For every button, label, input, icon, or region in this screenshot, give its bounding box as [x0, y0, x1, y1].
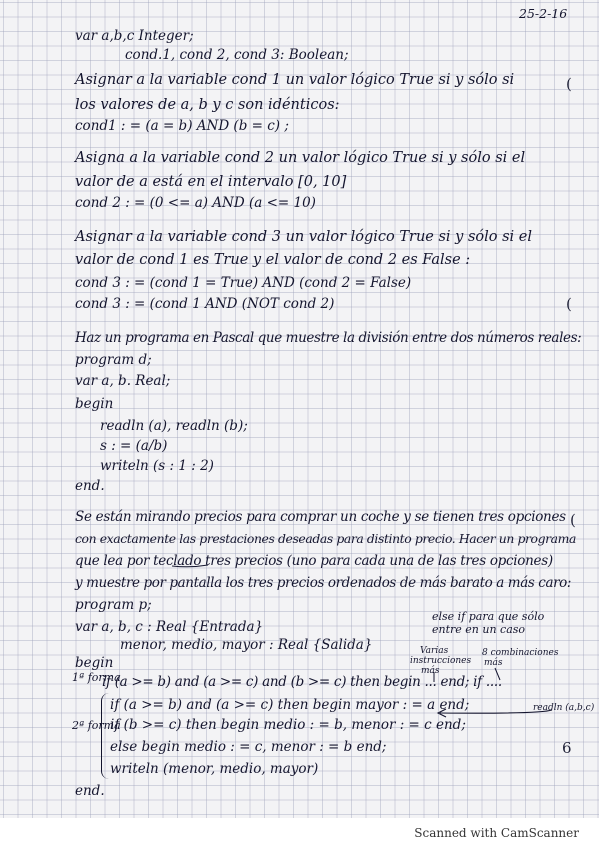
note-annotation: 8 combinaciones [482, 648, 559, 658]
page-date: 25-2-16 [519, 6, 568, 21]
note-annotation: entre en un caso [432, 623, 526, 636]
note-line: readln (a), readln (b); [100, 418, 248, 434]
note-annotation: más [421, 666, 440, 676]
note-line: writeln (menor, medio, mayor) [110, 761, 319, 777]
note-line: else begin medio : = c, menor : = b end; [110, 739, 387, 755]
note-line: program d; [75, 352, 152, 368]
note-annotation: readln (a,b,c) [533, 703, 595, 713]
note-annotation: Varias [420, 646, 449, 656]
note-line: writeln (s : 1 : 2) [100, 458, 214, 474]
margin-mark: ( [566, 295, 572, 313]
note-line: cond1 : = (a = b) AND (b = c) ; [75, 118, 289, 134]
note-line: end. [75, 478, 105, 494]
note-line: cond 3 : = (cond 1 AND (NOT cond 2) [75, 296, 335, 312]
note-line: s : = (a/b) [100, 438, 168, 454]
note-line: Asignar a la variable cond 1 un valor lógico True si y sólo si [75, 72, 515, 88]
note-line: y muestre por pantalla los tres precios ordenados de más barato a más caro: [75, 575, 572, 591]
note-line: valor de cond 1 es True y el valor de cond 2 es False : [75, 252, 471, 268]
note-line: cond 2 : = (0 <= a) AND (a <= 10) [75, 195, 316, 211]
note-line: if (a >= b) and (a >= c) and (b >= c) then begin ... end; if .... [102, 674, 502, 690]
scan-footer [0, 818, 599, 848]
note-line: begin [75, 655, 114, 671]
margin-mark: 6 [562, 739, 572, 757]
note-line: Asignar a la variable cond 3 un valor lógico True si y sólo si el [75, 229, 533, 245]
note-annotation: else if para que sólo [432, 610, 545, 623]
note-line: cond 3 : = (cond 1 = True) AND (cond 2 = False) [75, 275, 412, 291]
note-annotation: 1ª forma [72, 671, 121, 684]
note-line: Se están mirando precios para comprar un coche y se tienen tres opciones [75, 509, 566, 525]
note-line: if (a >= b) and (a >= c) then begin mayor : = a end; [110, 697, 470, 713]
note-line: que lea por teclado tres precios (uno para cada una de las tres opciones) [75, 553, 553, 569]
margin-mark: ( [570, 511, 576, 529]
note-line: Asigna a la variable cond 2 un valor lógico True si y sólo si el [75, 150, 526, 166]
note-line: cond.1, cond 2, cond 3: Boolean; [125, 47, 349, 63]
code-brace [101, 693, 110, 779]
note-line: var a, b, c : Real {Entrada} [75, 619, 264, 635]
scanner-watermark: Scanned with CamScanner [414, 826, 579, 840]
note-line: con exactamente las prestaciones deseadas para distinto precio. Hacer un programa [75, 531, 576, 546]
note-line: Haz un programa en Pascal que muestre la división entre dos números reales: [75, 330, 582, 346]
note-annotation: instrucciones [410, 656, 472, 666]
note-line: valor de a está en el intervalo [0, 10] [75, 174, 347, 190]
note-line: end. [75, 783, 105, 799]
note-line: program p; [75, 597, 152, 613]
note-line: menor, medio, mayor : Real {Salida} [120, 637, 373, 653]
margin-mark: ( [566, 75, 572, 93]
note-line: los valores de a, b y c son idénticos: [75, 97, 340, 113]
note-line: var a,b,c Integer; [75, 28, 194, 44]
note-annotation: más [484, 658, 503, 668]
note-line: begin [75, 396, 114, 412]
note-line: if (b >= c) then begin medio : = b, menor : = c end; [110, 717, 466, 733]
note-annotation: 2ª forma [72, 719, 121, 732]
note-line: var a, b. Real; [75, 373, 171, 389]
